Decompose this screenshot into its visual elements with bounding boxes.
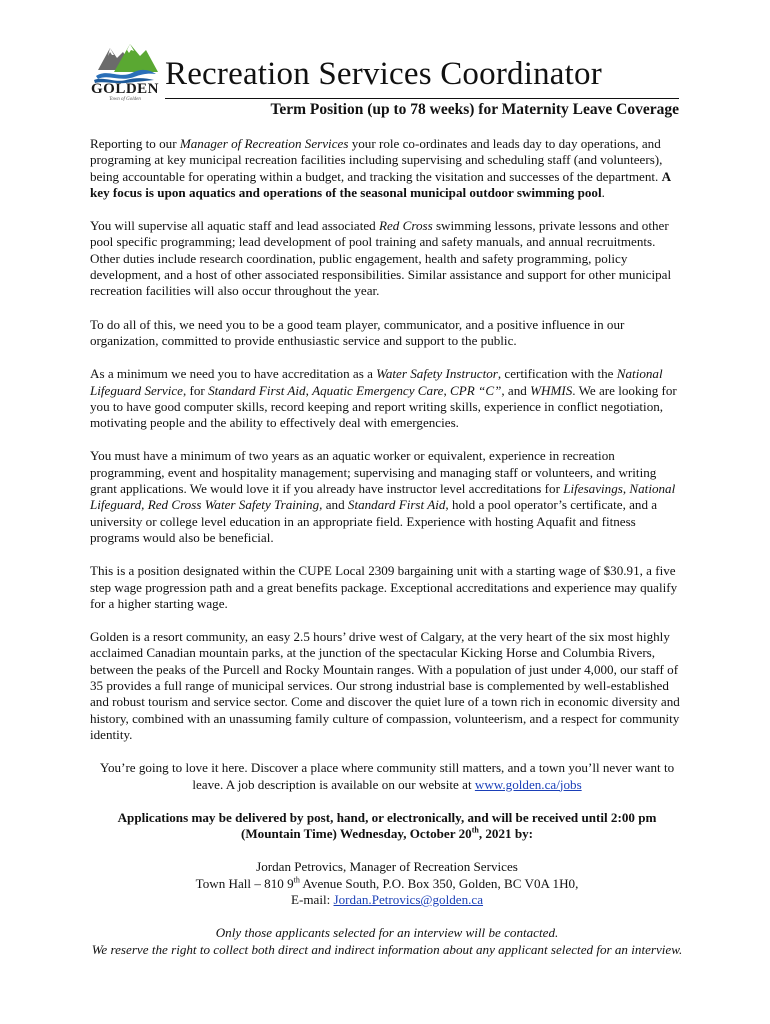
page-title: Recreation Services Coordinator bbox=[165, 56, 602, 92]
contact-name: Jordan Petrovics, Manager of Recreation Services bbox=[256, 859, 518, 875]
paragraph-application-deadline: Applications may be delivered by post, hand, or electronically, and will be received until 2:00 pm (Mountain Time) Wednesday, October 20th, 2021 by: bbox=[117, 809, 657, 842]
paragraph-wage: This is a position designated within the CUPE Local 2309 bargaining unit with a starting wage of $30.91, a five step wage progression path and a great benefits package. Exceptional accreditations and experience may qualify for a higher starting wage. bbox=[90, 563, 678, 611]
contact-address: Town Hall – 810 9th Avenue South, P.O. Box 350, Golden, BC V0A 1H0, bbox=[195, 875, 579, 891]
logo-tagline: Town of Golden bbox=[109, 97, 141, 102]
title-divider bbox=[165, 98, 679, 99]
paragraph-team-player: To do all of this, we need you to be a good team player, communicator, and a positive influence in our organization, committed to provide enthusiastic service and support to the public. bbox=[90, 316, 625, 348]
paragraph-role-overview: Reporting to our Manager of Recreation Services your role co-ordinates and leads day to day operations, and programing at key municipal recreation facilities including supervising and scheduling staff (and volunteers), being accountable for operating within a budget, and tracking the visitation and successes of the department. A key focus is upon aquatics and operations of the seasonal municipal outdoor swimming pool. bbox=[90, 136, 671, 200]
paragraph-minimum-requirements: As a minimum we need you to have accreditation as a Water Safety Instructor, certification with the National Lifeguard Service, for Standard First Aid, Aquatic Emergency Care, CPR “C”, and WHMIS. We are looking for you to have good computer skills, record keeping and report writing skills, experience in conflict negotiation, motivating people and the ability to effectively deal with emergencies. bbox=[90, 366, 677, 431]
jobs-link[interactable]: www.golden.ca/jobs bbox=[474, 776, 582, 792]
paragraph-invitation: You’re going to love it here. Discover a place where community still matters, and a town you’ll never want to leave. A job description is available on our website at www.golden.ca/jobs bbox=[99, 760, 675, 792]
contact-block bbox=[90, 859, 684, 908]
paragraph-duties: You will supervise all aquatic staff and lead associated Red Cross swimming lessons, private lessons and other pool specific programming; lead development of pool training and safety manuals, and annual recruitments. Other duties include research coordination, public engagement, health and safety programming, policy development, and a host of other associated responsibilities. Similar assistance and support for other municipal recreation facilities will also occur throughout the year. bbox=[90, 218, 672, 299]
footer-line-2: We reserve the right to collect both direct and indirect information about any applicant selected for an interview. bbox=[91, 941, 683, 957]
contact-email-label: E-mail: bbox=[290, 891, 334, 907]
footer-notice bbox=[90, 925, 684, 958]
page-subtitle: Term Position (up to 78 weeks) for Maternity Leave Coverage bbox=[270, 101, 679, 118]
contact-email-link[interactable]: Jordan.Petrovics@golden.ca bbox=[333, 891, 484, 907]
mountain-logo-icon bbox=[90, 40, 160, 84]
logo-wordmark: GOLDEN bbox=[90, 81, 159, 97]
paragraph-community: Golden is a resort community, an easy 2.5 hours’ drive west of Calgary, at the very heart of the six most highly acclaimed Canadian mountain parks, at the junction of the spectacular Kicking Horse and Columbia Rivers, between the peaks of the Purcell and Rocky Mountain ranges. With a population of just under 4,000, our staff of 35 provides a full range of municipal services. Our strong industrial base is complemented by well-established and robust tourism and service sector. Come and discover the quiet lure of a town rich in economic diversity and history, combined with an unassuming family culture of compassion, volunteerism, and a respect for community identity. bbox=[90, 629, 680, 742]
paragraph-experience: You must have a minimum of two years as an aquatic worker or equivalent, experience in recreation programming, event and hospitality management; supervising and managing staff or volunteers, and writing grant applications. We would love it if you already have instructor level accreditations for Lifesavings, National Lifeguard, Red Cross Water Safety Training, and Standard First Aid, hold a pool operator’s certificate, and a university or college level education in an appropriate field. Experience with hosting Aquafit and fitness programs would also be beneficial. bbox=[90, 448, 676, 545]
posting-body bbox=[90, 136, 684, 958]
golden-logo bbox=[90, 40, 160, 106]
footer-line-1: Only those applicants selected for an interview will be contacted. bbox=[215, 925, 559, 941]
